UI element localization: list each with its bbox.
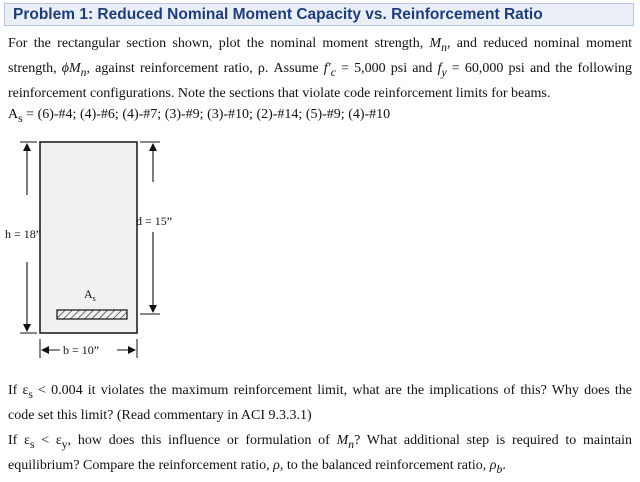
problem-title: Problem 1: Reduced Nominal Moment Capacity vs. Reinforcement Ratio [13, 6, 543, 23]
fc-subscript: c [330, 65, 336, 79]
statement-text: = 60,000 psi and the following reinforcement configurations. Note the sections that violate code reinforcement limits for beams. [8, 60, 632, 101]
statement-text: , and reduced nominal moment strength, [8, 36, 632, 76]
epsilon-subscript: s [28, 387, 33, 401]
fy-symbol: f [437, 60, 442, 76]
question-text: , to the balanced reinforcement ratio, [279, 457, 490, 473]
rho-symbol: ρ [273, 457, 280, 473]
reinforcement-values: = (6)-#4; (4)-#6; (4)-#7; (3)-#9; (3)-#10; (2)-#14; (5)-#9; (4)-#10 [22, 107, 391, 122]
rho-b-symbol: ρ [489, 457, 497, 473]
b-label: b = 10” [63, 343, 100, 357]
height-dimension [5, 142, 41, 333]
depth-dimension [136, 142, 172, 314]
question-text: < ε [34, 433, 62, 448]
question-text: If ε [8, 433, 30, 448]
rho-b-subscript: b [496, 462, 503, 476]
statement-text: , against reinforcement ratio, ρ. Assume [86, 60, 324, 76]
reinforcement-bar [57, 310, 127, 319]
mn-subscript: n [348, 437, 355, 451]
question-2 [8, 430, 632, 480]
statement-text: = 5,000 psi and [335, 60, 438, 76]
width-dimension [40, 339, 137, 358]
as-label: $A_s$ [84, 287, 96, 303]
mn-subscript: n [441, 40, 447, 54]
question-text: < 0.004 it violates the maximum reinforcement limit, what are the implications of this? Why does the code set this limit? (Read commentary in ACI 9.3.3.1) [8, 383, 632, 423]
statement-text: For the rectangular section shown, plot the nominal moment strength, [8, 36, 430, 51]
phi-symbol: ϕ [61, 60, 69, 76]
question-text: , how does this influence or formulation of [67, 433, 337, 448]
question-text: . [502, 457, 506, 473]
question-text: ? What additional step is required to maintain equilibrium? Compare the reinforcement ratio, [8, 433, 632, 473]
h-label: h = 18” [5, 227, 42, 241]
mn-symbol: M [69, 60, 81, 76]
beam-section-outline [40, 142, 137, 333]
mn-symbol: M [429, 36, 442, 51]
mn-symbol: M [336, 433, 349, 448]
fy-subscript: y [441, 65, 447, 79]
epsilon-subscript: y [61, 437, 68, 451]
as-subscript: s [18, 111, 23, 125]
mn-subscript: n [80, 65, 87, 79]
d-label: d = 15” [136, 214, 173, 228]
as-symbol: A [8, 107, 19, 122]
question-text: If ε [8, 383, 29, 398]
fc-symbol: f′ [323, 60, 331, 76]
question-1 [8, 380, 632, 426]
epsilon-subscript: s [29, 437, 35, 451]
